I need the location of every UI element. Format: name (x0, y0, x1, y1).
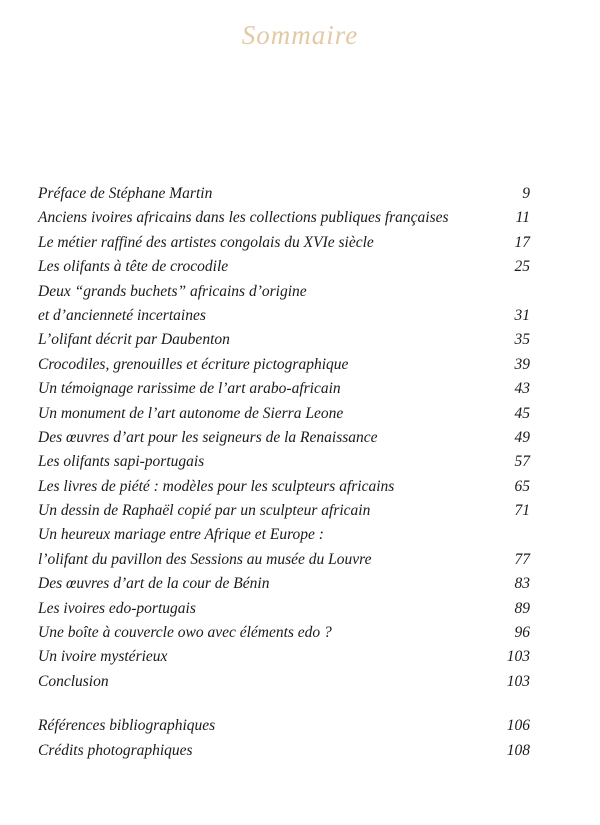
toc-entry-label: Des œuvres d’art pour les seigneurs de la Renaissance (38, 428, 378, 446)
toc-entry-page: 103 (506, 672, 530, 690)
toc-entry (38, 328, 538, 352)
toc-entry (38, 255, 538, 279)
toc-entry (38, 572, 538, 596)
toc-entry (38, 645, 538, 669)
toc-entry (38, 182, 538, 206)
toc-entry-label: Références bibliographiques (38, 717, 216, 735)
toc-entry (38, 231, 538, 255)
toc-entry-label: Anciens ivoires africains dans les collections publiques françaises (38, 209, 449, 227)
toc-entry-label: Un témoignage rarissime de l’art arabo-africain (38, 380, 341, 398)
toc-entry-page: 17 (514, 233, 530, 251)
toc-entry-page: 71 (514, 502, 530, 520)
toc-entry-page: 25 (514, 258, 530, 276)
toc-entry-page: 57 (514, 453, 530, 471)
toc-entry-label: Conclusion (38, 672, 109, 690)
toc-entry-page: 77 (514, 550, 530, 568)
toc-entry (38, 353, 538, 377)
toc-entry-label: Un dessin de Raphaël copié par un sculpteur africain (38, 502, 371, 520)
toc-appendix-entry (38, 739, 538, 763)
toc-entry-page: 39 (514, 355, 530, 373)
toc-entry (38, 499, 538, 523)
toc-entry-label: Les olifants sapi-portugais (38, 453, 205, 471)
toc-entry (38, 621, 538, 645)
toc-entry-label: Les ivoires edo-portugais (38, 599, 196, 617)
toc-entry-label: Une boîte à couvercle owo avec éléments edo ? (38, 624, 332, 642)
toc-entry-page: 103 (506, 648, 530, 666)
toc-entry (38, 450, 538, 474)
toc-entry-label: Crocodiles, grenouilles et écriture pictographique (38, 355, 349, 373)
toc-entry-label: Des œuvres d’art de la cour de Bénin (38, 575, 270, 593)
toc-entry-label: Deux “grands buchets” africains d’origine et d’ancienneté incertaines (38, 282, 307, 324)
toc-entry (38, 280, 538, 329)
toc-entry-page: 31 (514, 306, 530, 324)
toc-entry (38, 523, 538, 572)
toc-entry-label: Un heureux mariage entre Afrique et Europe : l’olifant du pavillon des Sessions au musée du Louvre (38, 526, 372, 568)
toc-entry (38, 426, 538, 450)
toc-entry-label: Le métier raffiné des artistes congolais du XVIe siècle (38, 233, 374, 251)
toc-entry-page: 35 (514, 331, 530, 349)
toc-entry-label: Un ivoire mystérieux (38, 648, 168, 666)
toc-entry-label: Les olifants à tête de crocodile (38, 258, 229, 276)
toc-entry-page: 89 (514, 599, 530, 617)
toc-entry-page: 45 (514, 404, 530, 422)
toc-entry-label: Préface de Stéphane Martin (38, 185, 213, 202)
toc-entry (38, 670, 538, 694)
toc-entry (38, 377, 538, 401)
toc-entry-label: Les livres de piété : modèles pour les sculpteurs africains (38, 477, 395, 495)
toc-entry (38, 597, 538, 621)
toc-appendix-entry (38, 714, 538, 738)
toc-entry-page: 43 (514, 380, 530, 398)
toc-entry-page: 106 (506, 717, 530, 735)
toc-entry (38, 402, 538, 426)
toc-entry-page: 49 (514, 428, 530, 446)
toc-entry-page: 9 (522, 184, 530, 202)
toc-entry-page: 83 (514, 575, 530, 593)
toc-entry-label: L’olifant décrit par Daubenton (38, 331, 230, 349)
page-title: Sommaire (241, 20, 359, 50)
toc-entry-page: 96 (514, 624, 530, 642)
table-of-contents (38, 182, 538, 763)
toc-entry (38, 206, 538, 230)
toc-entry-page: 65 (514, 477, 530, 495)
toc-entry-page: 11 (515, 209, 530, 227)
toc-entry-label: Crédits photographiques (38, 741, 193, 759)
section-gap (38, 694, 538, 714)
toc-entry-page: 108 (506, 741, 530, 759)
toc-entry-label: Un monument de l’art autonome de Sierra Leone (38, 404, 344, 422)
toc-entry (38, 475, 538, 499)
